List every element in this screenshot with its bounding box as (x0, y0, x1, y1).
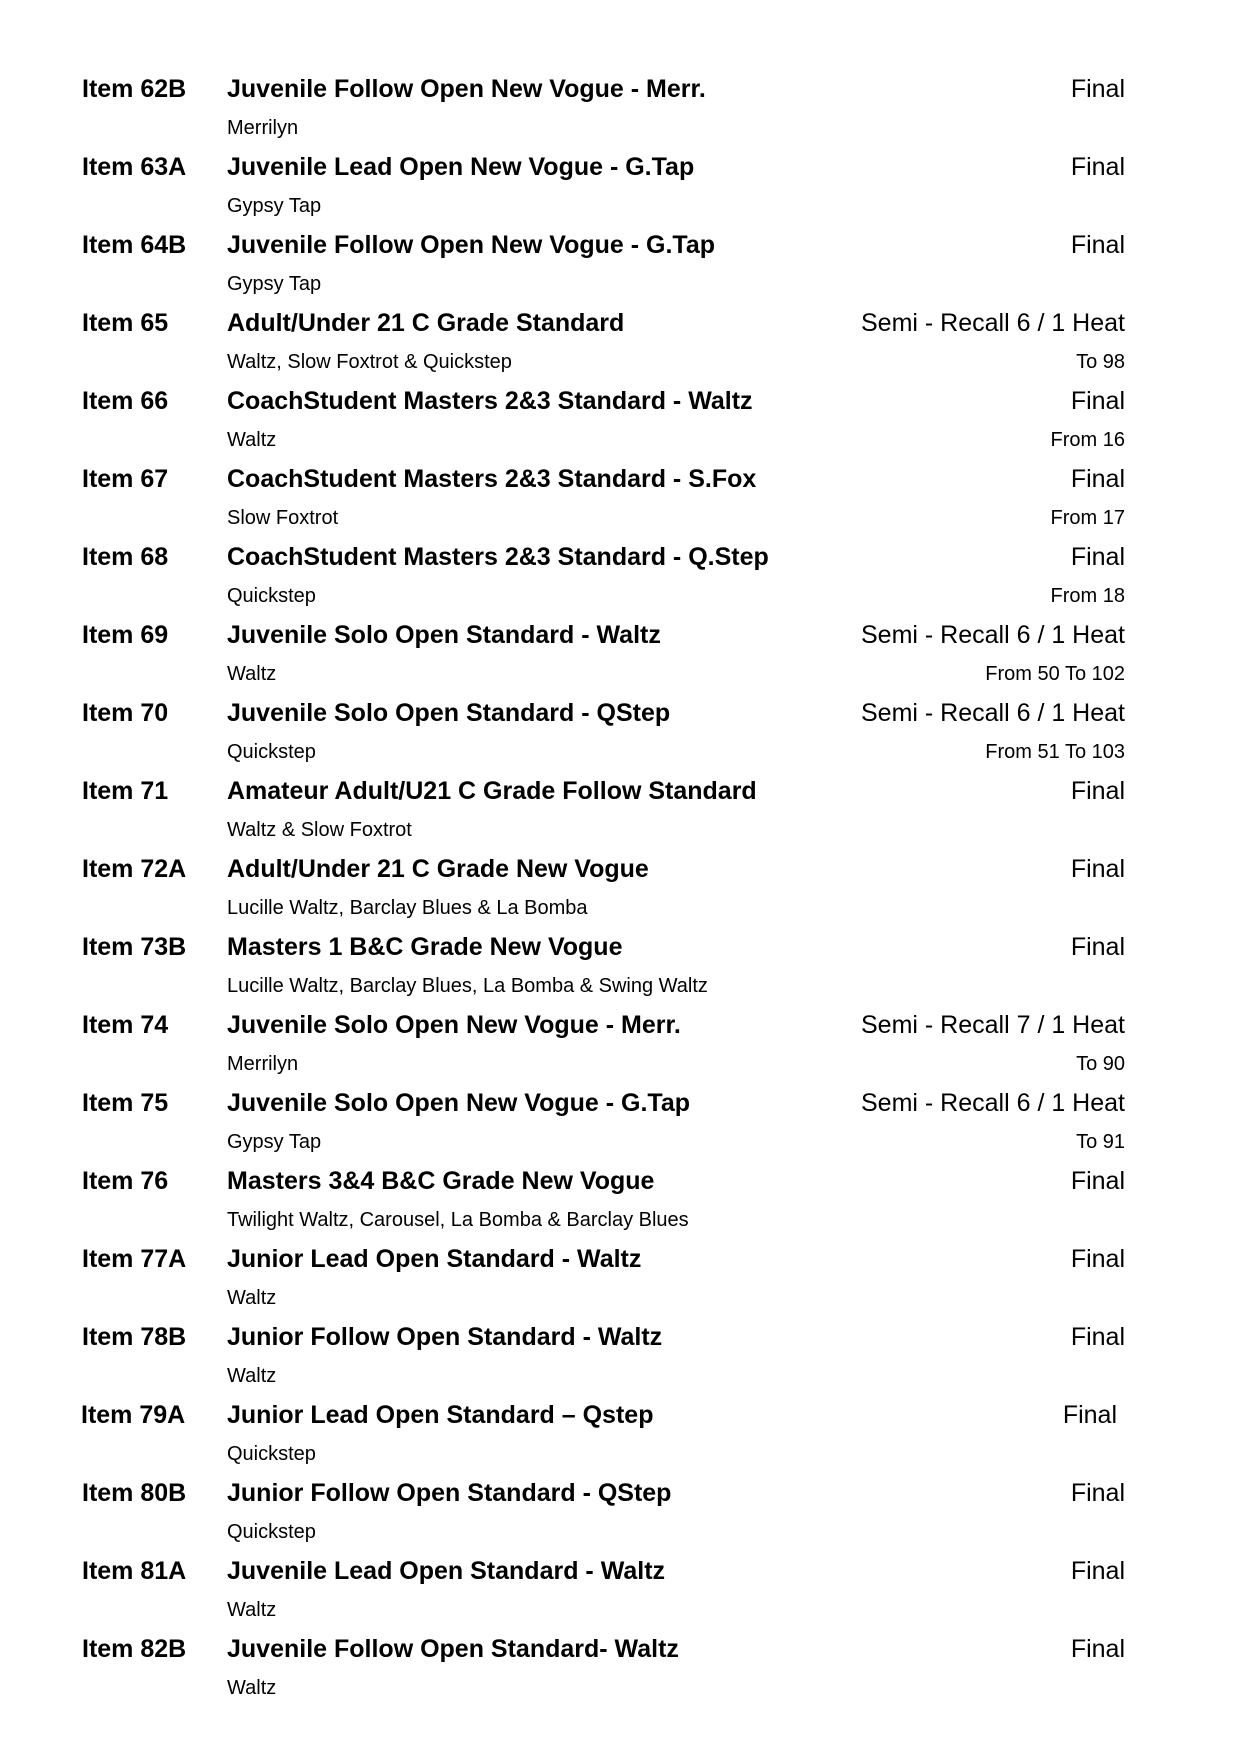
item-dances: Waltz, Slow Foxtrot & Quickstep (227, 351, 512, 373)
program-item (0, 1165, 1240, 1243)
item-dances: Slow Foxtrot (227, 507, 339, 529)
item-title: Junior Lead Open Standard – Qstep (227, 1401, 654, 1429)
program-item (0, 1555, 1240, 1633)
item-stage: Final (1070, 543, 1125, 571)
program-item (0, 385, 1240, 463)
item-dances: Waltz (227, 429, 277, 451)
item-dances: Gypsy Tap (227, 1131, 322, 1153)
item-number: Item 66 (82, 387, 169, 415)
program-item (0, 1633, 1240, 1711)
item-stage: Final (1070, 1167, 1125, 1195)
item-number: Item 65 (82, 309, 169, 337)
item-title: Juvenile Follow Open Standard- Waltz (227, 1635, 679, 1663)
item-title: Junior Lead Open Standard - Waltz (227, 1245, 642, 1273)
program-item (0, 151, 1240, 229)
item-stage: Final (1070, 933, 1125, 961)
item-title: Juvenile Solo Open New Vogue - Merr. (227, 1011, 681, 1039)
item-stage: Final (1070, 465, 1125, 493)
item-number: Item 72A (82, 855, 187, 883)
item-heat-info: From 51 To 103 (985, 741, 1125, 763)
item-title: Adult/Under 21 C Grade New Vogue (227, 855, 649, 883)
program-item (0, 1009, 1240, 1087)
item-heat-info: From 18 (1050, 585, 1125, 607)
item-stage: Semi - Recall 6 / 1 Heat (861, 699, 1125, 727)
program-item (0, 463, 1240, 541)
item-title: Juvenile Solo Open Standard - QStep (227, 699, 671, 727)
item-dances: Quickstep (227, 585, 316, 607)
program-item (0, 73, 1240, 151)
item-number: Item 67 (82, 465, 169, 493)
item-title: Adult/Under 21 C Grade Standard (227, 309, 625, 337)
item-number: Item 76 (82, 1167, 169, 1195)
item-title: Juvenile Follow Open New Vogue - Merr. (227, 75, 706, 103)
item-number: Item 78B (82, 1323, 187, 1351)
item-title: Juvenile Lead Open Standard - Waltz (227, 1557, 666, 1585)
item-title: Juvenile Lead Open New Vogue - G.Tap (227, 153, 695, 181)
item-stage: Final (1070, 1635, 1125, 1663)
item-dances: Lucille Waltz, Barclay Blues & La Bomba (227, 897, 588, 919)
program-item (0, 1243, 1240, 1321)
item-title: Juvenile Follow Open New Vogue - G.Tap (227, 231, 716, 259)
item-dances: Gypsy Tap (227, 195, 322, 217)
item-number: Item 68 (82, 543, 169, 571)
item-number: Item 64B (82, 231, 187, 259)
item-dances: Waltz (227, 1677, 277, 1699)
item-number: Item 69 (82, 621, 169, 649)
item-title: CoachStudent Masters 2&3 Standard - Waltz (227, 387, 753, 415)
item-stage: Final (1070, 1479, 1125, 1507)
item-dances: Lucille Waltz, Barclay Blues, La Bomba & Swing Waltz (227, 975, 708, 997)
item-number: Item 63A (82, 153, 187, 181)
program-item (0, 541, 1240, 619)
program-item (0, 697, 1240, 775)
item-stage: Final (1070, 1557, 1125, 1585)
item-number: Item 80B (82, 1479, 187, 1507)
item-heat-info: From 50 To 102 (985, 663, 1125, 685)
item-stage: Semi - Recall 6 / 1 Heat (861, 1089, 1125, 1117)
item-dances: Waltz & Slow Foxtrot (227, 819, 412, 841)
item-stage: Final (1070, 1323, 1125, 1351)
item-number: Item 62B (82, 75, 187, 103)
item-number: Item 81A (82, 1557, 187, 1585)
item-title: Amateur Adult/U21 C Grade Follow Standard (227, 777, 757, 805)
item-dances: Waltz (227, 1365, 277, 1387)
item-number: Item 71 (82, 777, 169, 805)
item-stage: Final (1062, 1401, 1117, 1429)
item-number: Item 75 (82, 1089, 169, 1117)
item-stage: Final (1070, 75, 1125, 103)
item-dances: Quickstep (227, 1521, 316, 1543)
item-title: Masters 1 B&C Grade New Vogue (227, 933, 623, 961)
item-stage: Semi - Recall 7 / 1 Heat (861, 1011, 1125, 1039)
item-number: Item 73B (82, 933, 187, 961)
item-title: Juvenile Solo Open New Vogue - G.Tap (227, 1089, 691, 1117)
item-number: Item 74 (82, 1011, 169, 1039)
program-item (0, 307, 1240, 385)
item-title: Junior Follow Open Standard - QStep (227, 1479, 672, 1507)
item-dances: Quickstep (227, 1443, 316, 1465)
item-dances: Merrilyn (227, 1053, 299, 1075)
item-dances: Twilight Waltz, Carousel, La Bomba & Barclay Blues (227, 1209, 689, 1231)
item-number: Item 70 (82, 699, 169, 727)
item-dances: Gypsy Tap (227, 273, 322, 295)
item-heat-info: To 98 (1076, 351, 1125, 373)
program-item (0, 1399, 1240, 1477)
item-title: Masters 3&4 B&C Grade New Vogue (227, 1167, 655, 1195)
program-item (0, 229, 1240, 307)
item-title: CoachStudent Masters 2&3 Standard - Q.Step (227, 543, 769, 571)
item-title: CoachStudent Masters 2&3 Standard - S.Fox (227, 465, 757, 493)
item-stage: Final (1070, 1245, 1125, 1273)
program-item (0, 1321, 1240, 1399)
program-item (0, 931, 1240, 1009)
item-stage: Semi - Recall 6 / 1 Heat (861, 621, 1125, 649)
item-heat-info: From 17 (1050, 507, 1125, 529)
item-stage: Final (1070, 231, 1125, 259)
item-title: Juvenile Solo Open Standard - Waltz (227, 621, 661, 649)
item-heat-info: To 91 (1076, 1131, 1125, 1153)
item-number: Item 82B (82, 1635, 187, 1663)
item-stage: Final (1070, 153, 1125, 181)
item-stage: Semi - Recall 6 / 1 Heat (861, 309, 1125, 337)
program-item (0, 619, 1240, 697)
item-dances: Merrilyn (227, 117, 299, 139)
program-item (0, 1477, 1240, 1555)
item-title: Junior Follow Open Standard - Waltz (227, 1323, 663, 1351)
item-dances: Quickstep (227, 741, 316, 763)
item-dances: Waltz (227, 1287, 277, 1309)
item-stage: Final (1070, 855, 1125, 883)
item-number: Item 79A (81, 1401, 186, 1429)
program-item (0, 775, 1240, 853)
item-number: Item 77A (82, 1245, 187, 1273)
item-heat-info: To 90 (1076, 1053, 1125, 1075)
item-stage: Final (1070, 777, 1125, 805)
item-stage: Final (1070, 387, 1125, 415)
item-heat-info: From 16 (1050, 429, 1125, 451)
program-item (0, 1087, 1240, 1165)
program-item (0, 853, 1240, 931)
item-dances: Waltz (227, 663, 277, 685)
item-dances: Waltz (227, 1599, 277, 1621)
